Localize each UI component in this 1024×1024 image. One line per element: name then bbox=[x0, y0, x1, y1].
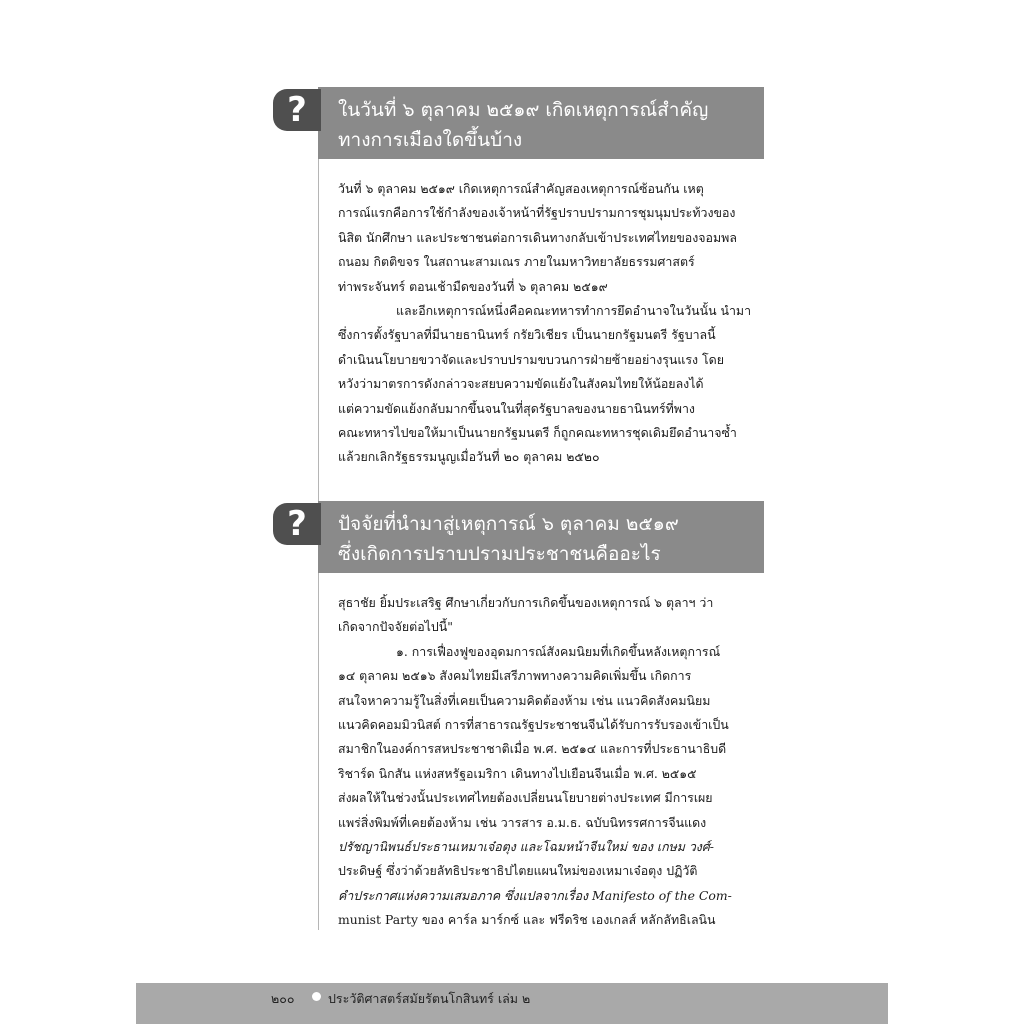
text-line: ถนอม กิตติขจร ในสถานะสามเณร ภายในมหาวิทยาลัยธรรมศาสตร์ bbox=[338, 254, 695, 270]
text-line: ริชาร์ด นิกสัน แห่งสหรัฐอเมริกา เดินทางไปเยือนจีนเมื่อ พ.ศ. ๒๕๑๕ bbox=[338, 765, 697, 781]
text-line: เกิดจากปัจจัยต่อไปนี้" bbox=[338, 619, 453, 635]
text-line: ดำเนินนโยบายขวาจัดและปราบปรามขบวนการฝ่ายซ้ายอย่างรุนแรง โดย bbox=[338, 351, 724, 367]
heading-line: ซึ่งเกิดการปราบปรามประชาชนคืออะไร bbox=[338, 543, 661, 565]
heading-line: ในวันที่ ๖ ตุลาคม ๒๕๑๙ เกิดเหตุการณ์สำคัญ bbox=[338, 99, 709, 121]
text-line: การณ์แรกคือการใช้กำลังของเจ้าหน้าที่รัฐปราบปรามการชุมนุมประท้วงของ bbox=[338, 205, 736, 221]
text-line: สุธาชัย ยิ้มประเสริฐ ศึกษาเกี่ยวกับการเกิดขึ้นของเหตุการณ์ ๖ ตุลาฯ ว่า bbox=[338, 595, 714, 610]
text-line: วันที่ ๖ ตุลาคม ๒๕๑๙ เกิดเหตุการณ์สำคัญสองเหตุการณ์ซ้อนกัน เหตุ bbox=[338, 181, 704, 196]
text-line: แนวคิดคอมมิวนิสต์ การที่สาธารณรัฐประชาชนจีนได้รับการรับรองเข้าเป็น bbox=[338, 717, 729, 733]
text-line: หวังว่ามาตรการดังกล่าวจะสยบความขัดแย้งในสังคมไทยให้น้อยลงได้ bbox=[338, 376, 704, 392]
text-line: ประดิษฐ์ ซึ่งว่าด้วยลัทธิประชาธิปไตยแผนใหม่ของเหมาเจ๋อตุง ปฏิวัติ bbox=[338, 863, 698, 879]
text-line: ปรัชญานิพนธ์ประธานเหมาเจ๋อตุง และโฉมหน้าจีนใหม่ ของ เกษม วงศ์- bbox=[338, 839, 714, 855]
text-line: ท่าพระจันทร์ ตอนเช้ามืดของวันที่ ๖ ตุลาคม ๒๕๑๙ bbox=[338, 278, 608, 294]
text-line: แล้วยกเลิกรัฐธรรมนูญเมื่อวันที่ ๒๐ ตุลาคม ๒๕๒๐ bbox=[338, 449, 600, 465]
bullet-dot-icon bbox=[312, 992, 321, 1001]
text-line: munist Party ของ คาร์ล มาร์กซ์ และ ฟรีดริช เองเกลส์ หลักลัทธิเลนิน bbox=[338, 912, 716, 928]
text-line: คำประกาศแห่งความเสมอภาค ซึ่งแปลจากเรื่อง Manifesto of the Com- bbox=[338, 887, 732, 903]
answer-body-1 bbox=[338, 177, 764, 470]
question-mark-icon: ? bbox=[273, 503, 321, 545]
heading-line: ปัจจัยที่นำมาสู่เหตุการณ์ ๖ ตุลาคม ๒๕๑๙ bbox=[338, 513, 679, 535]
page-footer bbox=[136, 983, 888, 1024]
heading-line: ทางการเมืองใดขึ้นบ้าง bbox=[338, 129, 523, 151]
text-line: สมาชิกในองค์การสหประชาชาติเมื่อ พ.ศ. ๒๕๑๔ และการที่ประธานาธิบดี bbox=[338, 741, 727, 757]
text-line: สนใจหาความรู้ในสิ่งที่เคยเป็นความคิดต้องห้าม เช่น แนวคิดสังคมนิยม bbox=[338, 692, 711, 708]
text-line: แพร่สิ่งพิมพ์ที่เคยต้องห้าม เช่น วารสาร อ.ม.ธ. ฉบับนิทรรศการจีนแดง bbox=[338, 814, 707, 830]
text-line: นิสิต นักศึกษา และประชาชนต่อการเดินทางกลับเข้าประเทศไทยของจอมพล bbox=[338, 229, 737, 245]
question-heading-2 bbox=[318, 501, 764, 573]
question-heading-1 bbox=[318, 87, 764, 159]
text-line: ๑๔ ตุลาคม ๒๕๑๖ สังคมไทยมีเสรีภาพทางความคิดเพิ่มขึ้น เกิดการ bbox=[338, 668, 692, 684]
text-line: ๑. การเฟื่องฟูของอุดมการณ์สังคมนิยมที่เกิดขึ้นหลังเหตุการณ์ bbox=[396, 643, 721, 659]
book-title: ประวัติศาสตร์สมัยรัตนโกสินทร์ เล่ม ๒ bbox=[328, 991, 531, 1006]
text-line: คณะทหารไปขอให้มาเป็นนายกรัฐมนตรี ก็ถูกคณะทหารชุดเดิมยึดอำนาจซ้ำ bbox=[338, 425, 737, 441]
text-line: และอีกเหตุการณ์หนึ่งคือคณะทหารทำการยึดอำนาจในวันนั้น นำมา bbox=[396, 303, 752, 319]
question-mark-icon: ? bbox=[273, 89, 321, 131]
page-number: ๒๐๐ bbox=[271, 991, 295, 1006]
text-line: ซึ่งการตั้งรัฐบาลที่มีนายธานินทร์ กรัยวิเชียร เป็นนายกรัฐมนตรี รัฐบาลนี้ bbox=[338, 327, 716, 343]
text-line: ส่งผลให้ในช่วงนั้นประเทศไทยต้องเปลี่ยนนโยบายต่างประเทศ มีการเผย bbox=[338, 790, 713, 806]
text-line: แต่ความขัดแย้งกลับมากขึ้นจนในที่สุดรัฐบาลของนายธานินทร์ที่พาง bbox=[338, 400, 695, 416]
answer-body-2 bbox=[338, 591, 764, 928]
